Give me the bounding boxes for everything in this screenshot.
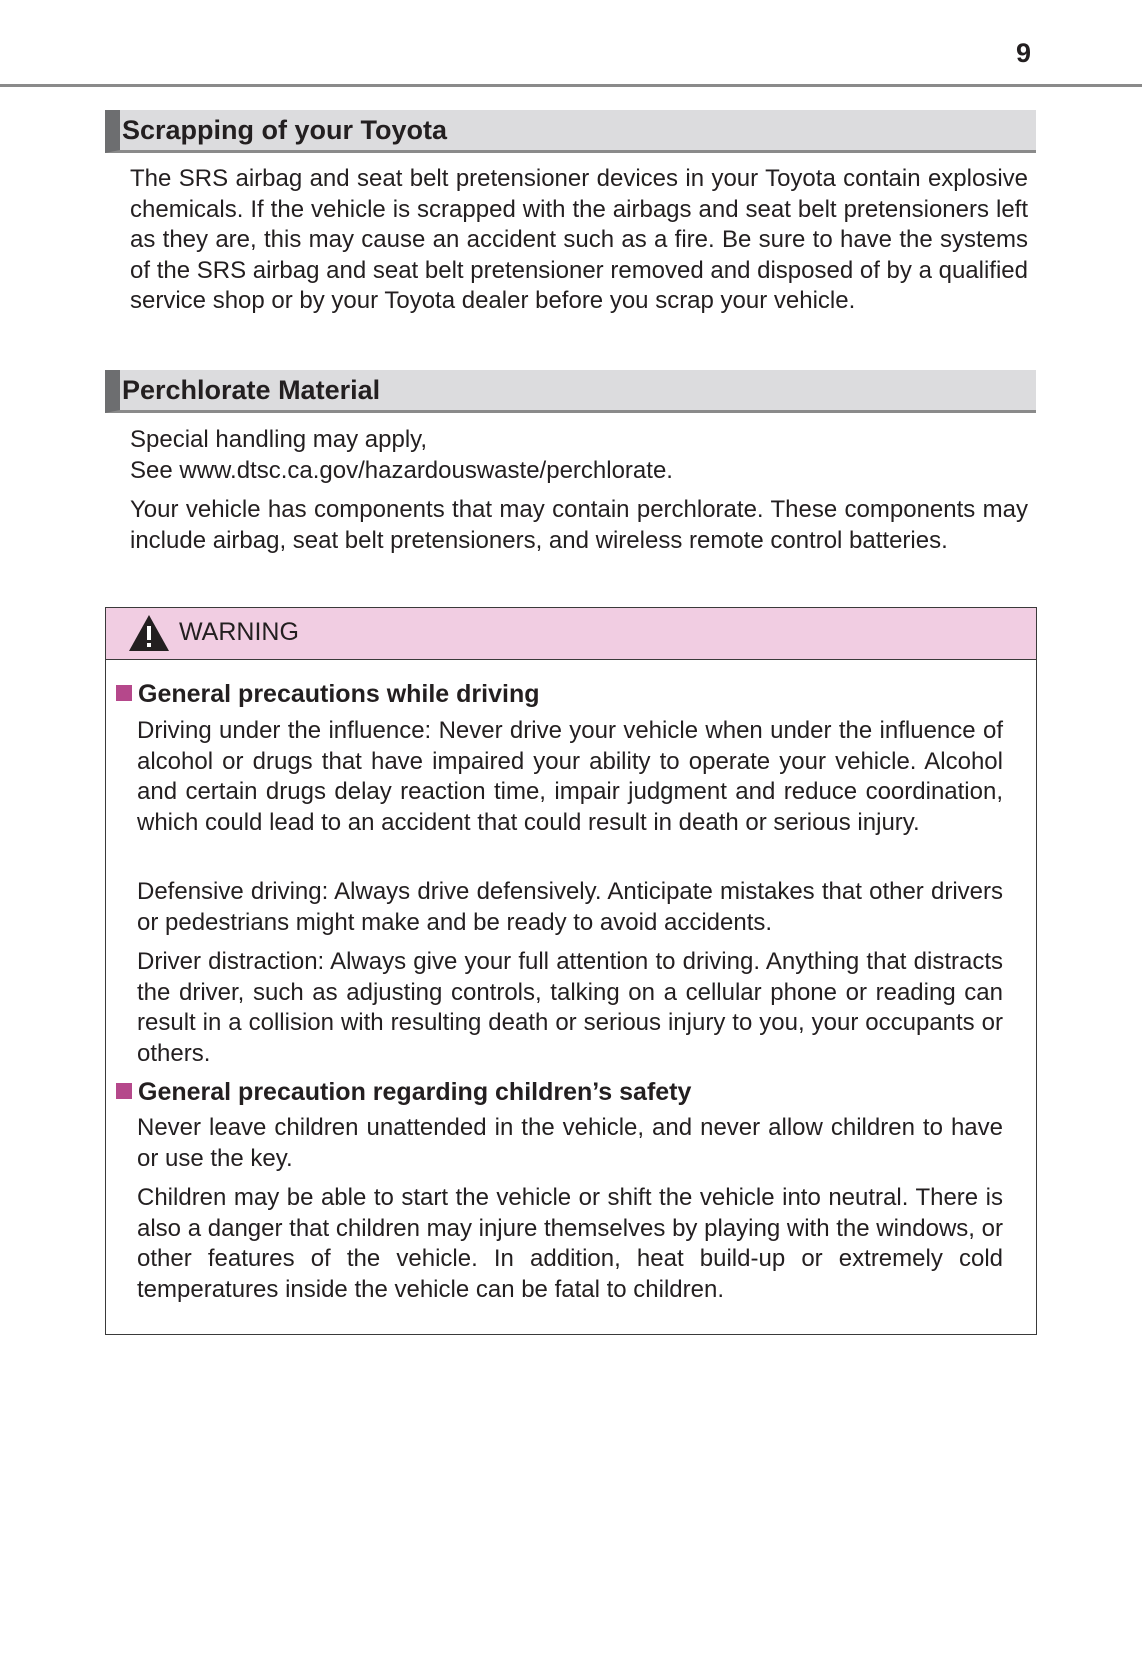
perchlorate-paragraph: Your vehicle has components that may contain perchlorate. These components may include airbag, seat belt pretensioners, and wireless remote control batteries. <box>130 496 1028 554</box>
perchlorate-line-1: Special handling may apply, <box>130 426 428 453</box>
section-title: Scrapping of your Toyota <box>122 115 448 145</box>
warning-subheading-driving <box>116 680 540 709</box>
warning-subheading-children <box>116 1078 691 1107</box>
subheading-text: General precaution regarding children’s safety <box>138 1078 692 1106</box>
header-rule <box>0 84 1142 87</box>
scrapping-paragraph: The SRS airbag and seat belt pretensioner devices in your Toyota contain explosive chemicals. If the vehicle is scrapped with the airbags and seat belt pretensioners left as they are, this may cause an accident such as a fire. Be sure to have the systems of the SRS airbag and seat belt pretensioner removed and disposed of by a qualified service shop or by your Toyota dealer before you scrap your vehicle. <box>130 165 1028 315</box>
warning-paragraph-influence: Driving under the influence: Never drive your vehicle when under the influence of alcohol or drugs that have impaired your ability to operate your vehicle. Alcohol and certain drugs delay reaction time, impair judgment and reduce coordination, which could lead to an accident that could result in death or serious injury. <box>137 717 1003 836</box>
section-title: Perchlorate Material <box>122 375 381 405</box>
section-header-perchlorate <box>105 370 1036 413</box>
square-bullet-icon <box>116 685 132 701</box>
warning-header <box>106 608 1036 660</box>
warning-label: WARNING <box>179 618 299 646</box>
warning-paragraph-defensive: Defensive driving: Always drive defensively. Anticipate mistakes that other drivers or pedestrians might make and be ready to avoid accidents. <box>137 878 1003 936</box>
subheading-text: General precautions while driving <box>138 680 540 708</box>
page-number: 9 <box>1016 38 1032 68</box>
perchlorate-line-2: See www.dtsc.ca.gov/hazardouswaste/perchlorate. <box>130 457 673 484</box>
section-header-scrapping <box>105 110 1036 153</box>
warning-paragraph-unattended: Never leave children unattended in the vehicle, and never allow children to have or use the key. <box>137 1114 1003 1172</box>
warning-triangle-icon <box>128 614 170 652</box>
warning-box <box>105 607 1037 1335</box>
warning-paragraph-distraction: Driver distraction: Always give your full attention to driving. Anything that distracts the driver, such as adjusting controls, talking on a cellular phone or reading can result in a collision with resulting death or serious injury to you, your occupants or others. <box>137 948 1003 1067</box>
warning-paragraph-children-risks: Children may be able to start the vehicle or shift the vehicle into neutral. There is also a danger that children may injure themselves by playing with the windows, or other features of the vehicle. In addition, heat build-up or extremely cold temperatures inside the vehicle can be fatal to children. <box>137 1184 1003 1303</box>
square-bullet-icon <box>116 1083 132 1099</box>
